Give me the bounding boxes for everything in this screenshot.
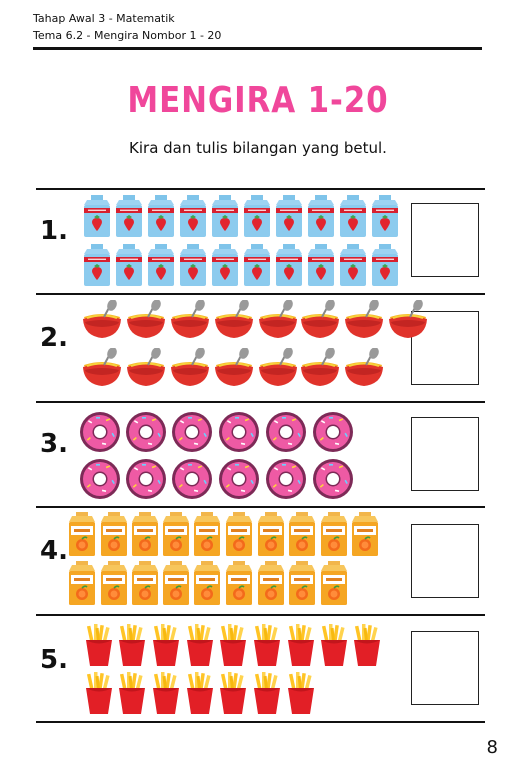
strawberry-juice-box-icon bbox=[114, 242, 144, 288]
strawberry-juice-box-icon bbox=[178, 242, 208, 288]
orange-juice-box-icon bbox=[288, 561, 318, 607]
header-topic: Tema 6.2 - Mengira Nombor 1 - 20 bbox=[33, 29, 222, 42]
answer-box[interactable] bbox=[411, 631, 479, 705]
donut-icon bbox=[78, 457, 122, 501]
strawberry-juice-box-icon bbox=[274, 193, 304, 239]
strawberry-juice-box-icon bbox=[82, 242, 112, 288]
french-fries-icon bbox=[151, 671, 181, 715]
french-fries-icon bbox=[286, 623, 316, 667]
orange-juice-box-icon bbox=[100, 512, 130, 558]
orange-juice-box-icon bbox=[68, 561, 98, 607]
strawberry-juice-box-icon bbox=[114, 193, 144, 239]
donut-icon bbox=[217, 457, 261, 501]
french-fries-icon bbox=[84, 671, 114, 715]
french-fries-icon bbox=[252, 623, 282, 667]
orange-juice-box-icon bbox=[162, 561, 192, 607]
donut-icon bbox=[124, 410, 168, 454]
donut-icon bbox=[264, 410, 308, 454]
strawberry-juice-box-icon bbox=[146, 193, 176, 239]
donut-icon bbox=[124, 457, 168, 501]
donut-icon bbox=[264, 457, 308, 501]
french-fries-icon bbox=[252, 671, 282, 715]
strawberry-juice-box-icon bbox=[370, 242, 400, 288]
orange-juice-box-icon bbox=[225, 512, 255, 558]
noodle-bowl-icon bbox=[168, 348, 212, 388]
french-fries-icon bbox=[185, 671, 215, 715]
orange-juice-box-icon bbox=[100, 561, 130, 607]
question-number: 3. bbox=[40, 429, 68, 459]
orange-juice-box-icon bbox=[320, 561, 350, 607]
french-fries-icon bbox=[117, 623, 147, 667]
question-number: 1. bbox=[40, 216, 68, 246]
noodle-bowl-icon bbox=[342, 300, 386, 340]
french-fries-icon bbox=[319, 623, 349, 667]
orange-juice-box-icon bbox=[257, 512, 287, 558]
divider bbox=[36, 188, 485, 190]
strawberry-juice-box-icon bbox=[338, 242, 368, 288]
french-fries-icon bbox=[151, 623, 181, 667]
french-fries-icon bbox=[84, 623, 114, 667]
orange-juice-box-icon bbox=[193, 561, 223, 607]
donut-icon bbox=[217, 410, 261, 454]
strawberry-juice-box-icon bbox=[306, 193, 336, 239]
instruction-text: Kira dan tulis bilangan yang betul. bbox=[129, 139, 387, 157]
question-number: 4. bbox=[40, 536, 68, 566]
french-fries-icon bbox=[185, 623, 215, 667]
orange-juice-box-icon bbox=[225, 561, 255, 607]
noodle-bowl-icon bbox=[386, 300, 430, 340]
header bbox=[33, 10, 221, 44]
header-divider bbox=[33, 47, 482, 50]
french-fries-icon bbox=[218, 671, 248, 715]
noodle-bowl-icon bbox=[342, 348, 386, 388]
noodle-bowl-icon bbox=[124, 348, 168, 388]
donut-icon bbox=[170, 410, 214, 454]
divider bbox=[36, 293, 485, 295]
french-fries-icon bbox=[117, 671, 147, 715]
strawberry-juice-box-icon bbox=[338, 193, 368, 239]
noodle-bowl-icon bbox=[80, 348, 124, 388]
divider bbox=[36, 506, 485, 508]
noodle-bowl-icon bbox=[168, 300, 212, 340]
header-subject: Tahap Awal 3 - Matematik bbox=[33, 12, 175, 25]
answer-box[interactable] bbox=[411, 203, 479, 277]
noodle-bowl-icon bbox=[298, 300, 342, 340]
strawberry-juice-box-icon bbox=[242, 242, 272, 288]
donut-icon bbox=[78, 410, 122, 454]
divider bbox=[36, 721, 485, 723]
noodle-bowl-icon bbox=[256, 300, 300, 340]
donut-icon bbox=[170, 457, 214, 501]
page-number: 8 bbox=[486, 737, 498, 758]
divider bbox=[36, 614, 485, 616]
orange-juice-box-icon bbox=[320, 512, 350, 558]
orange-juice-box-icon bbox=[131, 512, 161, 558]
orange-juice-box-icon bbox=[351, 512, 381, 558]
noodle-bowl-icon bbox=[298, 348, 342, 388]
french-fries-icon bbox=[286, 671, 316, 715]
orange-juice-box-icon bbox=[162, 512, 192, 558]
strawberry-juice-box-icon bbox=[210, 193, 240, 239]
strawberry-juice-box-icon bbox=[210, 242, 240, 288]
strawberry-juice-box-icon bbox=[274, 242, 304, 288]
french-fries-icon bbox=[352, 623, 382, 667]
strawberry-juice-box-icon bbox=[82, 193, 112, 239]
donut-icon bbox=[311, 457, 355, 501]
orange-juice-box-icon bbox=[68, 512, 98, 558]
french-fries-icon bbox=[218, 623, 248, 667]
answer-box[interactable] bbox=[411, 417, 479, 491]
page-title: MENGIRA 1-20 bbox=[127, 80, 389, 121]
strawberry-juice-box-icon bbox=[242, 193, 272, 239]
strawberry-juice-box-icon bbox=[306, 242, 336, 288]
question-number: 5. bbox=[40, 645, 68, 675]
donut-icon bbox=[311, 410, 355, 454]
noodle-bowl-icon bbox=[80, 300, 124, 340]
orange-juice-box-icon bbox=[288, 512, 318, 558]
strawberry-juice-box-icon bbox=[146, 242, 176, 288]
noodle-bowl-icon bbox=[212, 300, 256, 340]
strawberry-juice-box-icon bbox=[370, 193, 400, 239]
orange-juice-box-icon bbox=[257, 561, 287, 607]
orange-juice-box-icon bbox=[131, 561, 161, 607]
divider bbox=[36, 401, 485, 403]
answer-box[interactable] bbox=[411, 524, 479, 598]
orange-juice-box-icon bbox=[193, 512, 223, 558]
noodle-bowl-icon bbox=[124, 300, 168, 340]
question-number: 2. bbox=[40, 323, 68, 353]
noodle-bowl-icon bbox=[212, 348, 256, 388]
noodle-bowl-icon bbox=[256, 348, 300, 388]
strawberry-juice-box-icon bbox=[178, 193, 208, 239]
